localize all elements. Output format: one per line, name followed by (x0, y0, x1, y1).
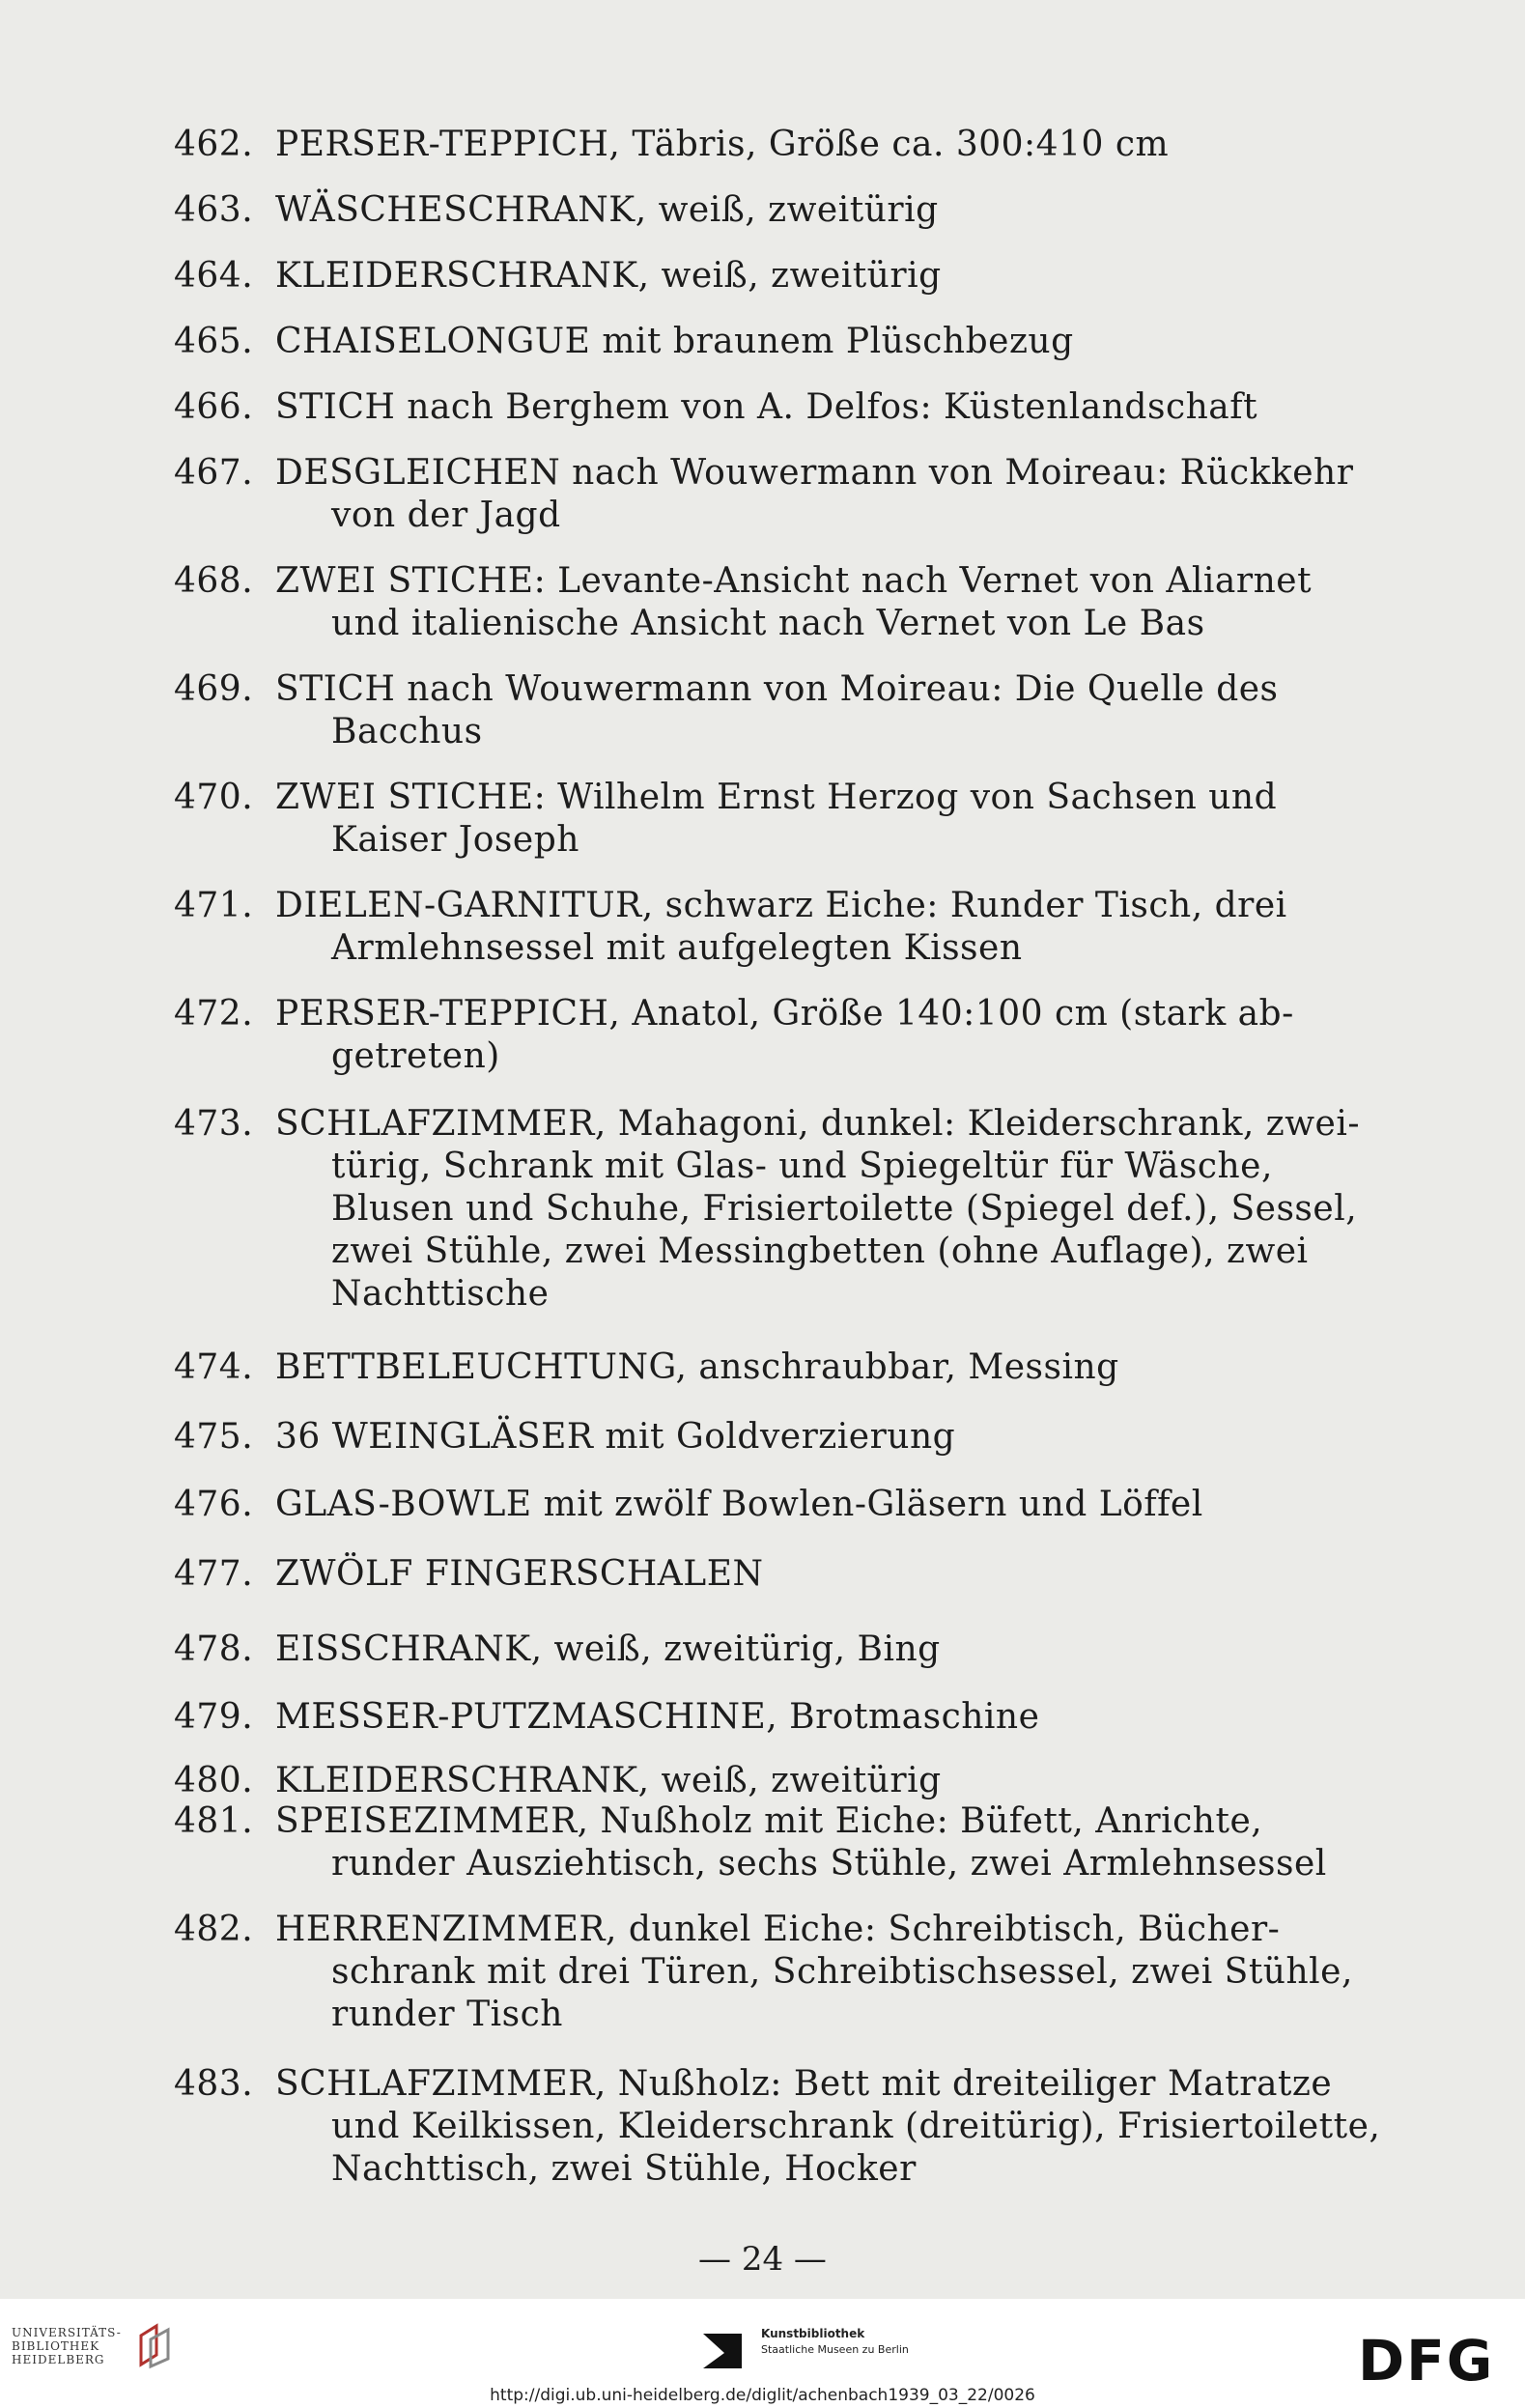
source-url[interactable]: http://digi.ub.uni-heidelberg.de/diglit/achenbach1939_03_22/0026 (490, 2386, 1035, 2405)
catalogue-entry (174, 560, 1410, 645)
catalogue-entry (174, 777, 1410, 862)
description-line: runder Tisch (331, 1995, 563, 2034)
lot-number: 471. (174, 886, 254, 925)
lot-number: 463. (174, 190, 254, 230)
catalogue-entry (174, 668, 1410, 753)
description-line: und italienische Ansicht nach Vernet von Le Bas (331, 604, 1205, 643)
lot-number: 475. (174, 1417, 254, 1457)
lot-description (275, 1760, 1367, 1802)
lot-number: 472. (174, 994, 254, 1034)
description-line: ZWEI STICHE: Levante-Ansicht nach Vernet von Aliarnet (275, 561, 1313, 601)
description-line: SCHLAFZIMMER, Nußholz: Bett mit dreiteiliger Matratze (275, 2064, 1333, 2104)
lot-number: 476. (174, 1485, 254, 1524)
uni-line-1: UNIVERSITÄTS- (12, 2326, 122, 2339)
lot-description (275, 560, 1367, 645)
catalogue-entry (174, 1416, 1410, 1459)
lot-description (275, 993, 1367, 1078)
description-line: zwei Stühle, zwei Messingbetten (ohne Auflage), zwei (331, 1232, 1309, 1271)
heidelberg-logo-icon (135, 2322, 178, 2370)
description-line: SPEISEZIMMER, Nußholz mit Eiche: Büfett, Anrichte, (275, 1801, 1263, 1841)
description-line: DIELEN-GARNITUR, schwarz Eiche: Runder Tisch, drei (275, 886, 1287, 925)
description-line: GLAS-BOWLE mit zwölf Bowlen-Gläsern und Löffel (275, 1485, 1203, 1524)
description-line: von der Jagd (331, 496, 561, 535)
lot-number: 465. (174, 322, 254, 361)
lot-number: 482. (174, 1910, 254, 1949)
lot-number: 477. (174, 1554, 254, 1594)
lot-description (275, 189, 1367, 232)
lot-number: 462. (174, 125, 254, 164)
lot-description (275, 386, 1367, 429)
description-line: ZWÖLF FINGERSCHALEN (275, 1554, 764, 1594)
description-line: 36 WEINGLÄSER mit Goldverzierung (275, 1417, 956, 1457)
description-line: CHAISELONGUE mit braunem Plüschbezug (275, 322, 1074, 361)
lot-description (275, 1103, 1367, 1316)
description-line: KLEIDERSCHRANK, weiß, zweitürig (275, 1761, 942, 1800)
description-line: DESGLEICHEN nach Wouwermann von Moireau: Rückkehr (275, 453, 1354, 493)
catalogue-entry (174, 1553, 1410, 1596)
description-line: PERSER-TEPPICH, Anatol, Größe 140:100 cm (stark ab- (275, 994, 1294, 1034)
catalogue-entry (174, 1909, 1410, 2036)
catalogue-entry (174, 124, 1410, 166)
description-line: schrank mit drei Türen, Schreibtischsessel, zwei Stühle, (331, 1952, 1353, 1992)
kb-subtitle: Staatliche Museen zu Berlin (761, 2343, 909, 2356)
catalogue-entry (174, 255, 1410, 297)
description-line: STICH nach Wouwermann von Moireau: Die Quelle des (275, 669, 1279, 709)
description-line: Nachttisch, zwei Stühle, Hocker (331, 2149, 917, 2189)
lot-number: 478. (174, 1629, 254, 1669)
lot-description (275, 1629, 1367, 1671)
catalogue-entry (174, 885, 1410, 970)
lot-description (275, 1696, 1367, 1739)
description-line: Bacchus (331, 712, 483, 751)
description-line: Kaiser Joseph (331, 820, 579, 860)
description-line: MESSER-PUTZMASCHINE, Brotmaschine (275, 1697, 1040, 1737)
footer-bar (0, 2299, 1525, 2408)
lot-number: 466. (174, 387, 254, 427)
kunstbibliothek-logo-icon (699, 2330, 746, 2372)
lot-description (275, 777, 1367, 862)
lot-description (275, 452, 1367, 537)
dfg-logo: DFG (1358, 2328, 1495, 2394)
description-line: BETTBELEUCHTUNG, anschraubbar, Messing (275, 1347, 1119, 1387)
description-line: WÄSCHESCHRANK, weiß, zweitürig (275, 190, 939, 230)
lot-number: 464. (174, 256, 254, 296)
catalogue-entry (174, 2063, 1410, 2191)
catalogue-entry (174, 386, 1410, 429)
description-line: und Keilkissen, Kleiderschrank (dreitürig), Frisiertoilette, (331, 2107, 1381, 2146)
catalogue-entry (174, 1484, 1410, 1526)
lot-description (275, 885, 1367, 970)
catalogue-entry (174, 189, 1410, 232)
lot-description (275, 1484, 1367, 1526)
lot-number: 474. (174, 1347, 254, 1387)
lot-number: 481. (174, 1801, 254, 1841)
lot-number: 470. (174, 778, 254, 817)
lot-description (275, 255, 1367, 297)
lot-description (275, 1800, 1367, 1885)
lot-description (275, 321, 1367, 363)
lot-description (275, 1553, 1367, 1596)
description-line: ZWEI STICHE: Wilhelm Ernst Herzog von Sachsen und (275, 778, 1278, 817)
description-line: EISSCHRANK, weiß, zweitürig, Bing (275, 1629, 941, 1669)
description-line: KLEIDERSCHRANK, weiß, zweitürig (275, 256, 942, 296)
uni-line-2: BIBLIOTHEK (12, 2339, 100, 2353)
lot-number: 480. (174, 1761, 254, 1800)
description-line: türig, Schrank mit Glas- und Spiegeltür für Wäsche, (331, 1147, 1273, 1186)
lot-number: 473. (174, 1104, 254, 1144)
description-line: PERSER-TEPPICH, Täbris, Größe ca. 300:410 cm (275, 125, 1170, 164)
catalogue-entry (174, 1103, 1410, 1316)
description-line: getreten) (331, 1036, 500, 1076)
catalogue-entry (174, 993, 1410, 1078)
lot-number: 468. (174, 561, 254, 601)
lot-description (275, 1346, 1367, 1389)
lot-number: 469. (174, 669, 254, 709)
heidelberg-library-name (12, 2326, 122, 2366)
catalogue-entry (174, 1629, 1410, 1671)
catalogue-entry (174, 452, 1410, 537)
uni-line-3: HEIDELBERG (12, 2353, 105, 2366)
description-line: Blusen und Schuhe, Frisiertoilette (Spiegel def.), Sessel, (331, 1189, 1358, 1229)
lot-description (275, 668, 1367, 753)
catalogue-entry (174, 1346, 1410, 1389)
description-line: SCHLAFZIMMER, Mahagoni, dunkel: Kleiderschrank, zwei- (275, 1104, 1361, 1144)
lot-description (275, 1909, 1367, 2036)
kunstbibliothek-label (761, 2326, 909, 2358)
page-number: — 24 — (698, 2240, 827, 2279)
lot-number: 467. (174, 453, 254, 493)
description-line: STICH nach Berghem von A. Delfos: Küstenlandschaft (275, 387, 1258, 427)
description-line: Nachttische (331, 1274, 550, 1314)
lot-description (275, 1416, 1367, 1459)
catalogue-entry (174, 1760, 1410, 1802)
catalogue-entry (174, 321, 1410, 363)
lot-number: 483. (174, 2064, 254, 2104)
kb-title: Kunstbibliothek (761, 2327, 865, 2340)
lot-number: 479. (174, 1697, 254, 1737)
lot-description (275, 124, 1367, 166)
catalogue-entry (174, 1696, 1410, 1739)
catalogue-entry (174, 1800, 1410, 1885)
lot-description (275, 2063, 1381, 2191)
description-line: runder Ausziehtisch, sechs Stühle, zwei Armlehnsessel (331, 1844, 1327, 1884)
description-line: HERRENZIMMER, dunkel Eiche: Schreibtisch, Bücher- (275, 1910, 1281, 1949)
description-line: Armlehnsessel mit aufgelegten Kissen (331, 928, 1023, 968)
